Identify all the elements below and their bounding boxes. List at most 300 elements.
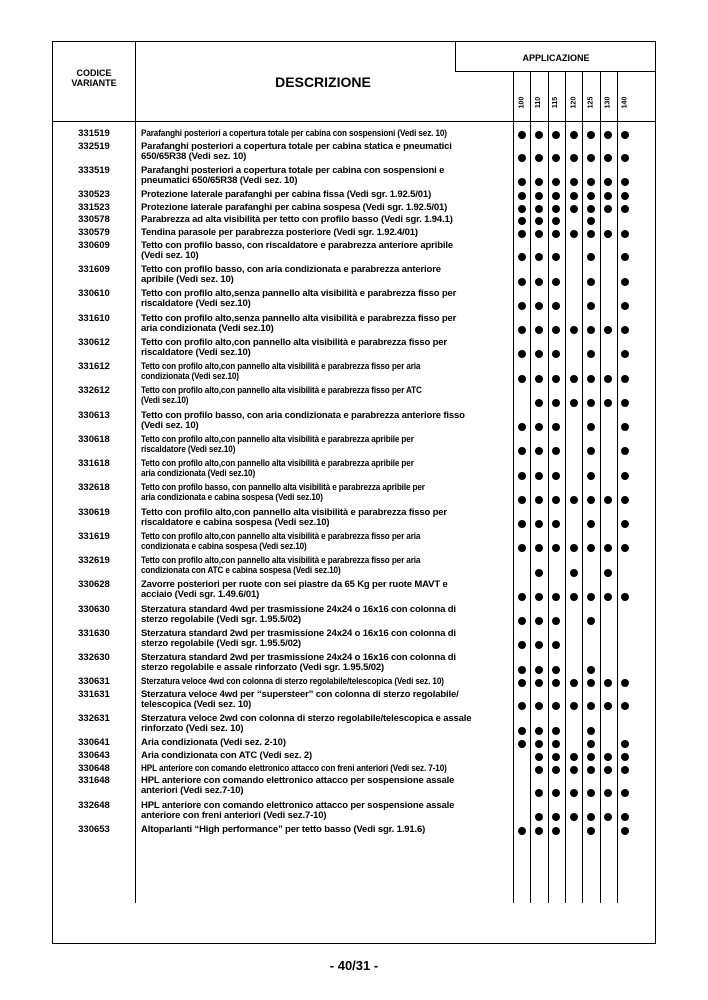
description-line: Parafanghi posteriori a copertura totale per cabina statica e pneumatici (141, 140, 452, 152)
application-dot-100 (518, 302, 526, 310)
application-dot-110 (535, 131, 543, 139)
table-row (53, 580, 657, 602)
application-dot-120 (570, 154, 578, 162)
variant-code: 330619 (78, 506, 110, 518)
application-dot-100 (518, 326, 526, 334)
page-number: - 40/31 - (329, 958, 379, 973)
application-dot-100 (518, 375, 526, 383)
application-dot-115 (552, 472, 560, 480)
table-row (53, 629, 657, 651)
application-dot-140 (621, 593, 629, 601)
header-codice-variante: CODICE VARIANTE (71, 68, 117, 88)
variant-description (141, 825, 513, 835)
application-dot-115 (552, 131, 560, 139)
variant-description (141, 386, 461, 406)
variant-description (141, 215, 513, 225)
table-row (53, 532, 657, 554)
variant-description (141, 738, 513, 748)
application-dot-100 (518, 520, 526, 528)
description-line: riscaldatore (Vedi sez.10) (141, 443, 236, 455)
description-line: Parabrezza ad alta visibilità per tetto con profilo basso (Vedi sgr. 1.94.1) (141, 214, 453, 226)
application-dot-125 (587, 496, 595, 504)
description-line: Protezione laterale parafanghi per cabina sospesa (Vedi sgr. 1.92.5/01) (141, 201, 448, 213)
description-line: aria condizionata e cabina sospesa (Vedi sez.10) (141, 492, 323, 504)
application-dot-125 (587, 375, 595, 383)
description-line: Sterzatura standard 2wd per trasmissione 24x24 o 16x16 con colonna di (141, 627, 456, 639)
variant-description (141, 435, 461, 455)
application-dot-115 (552, 192, 560, 200)
table-row (53, 314, 657, 336)
description-line: Parafanghi posteriori a copertura totale per cabina con sospensioni (Vedi sez. 10) (141, 128, 447, 139)
application-dot-125 (587, 154, 595, 162)
variant-code: 332631 (78, 713, 110, 725)
application-dot-115 (552, 641, 560, 649)
description-line: Aria condizionata con ATC (Vedi sez. 2) (141, 750, 312, 762)
variant-description (141, 714, 513, 734)
variant-code: 330613 (78, 409, 110, 421)
model-header-140 (617, 84, 633, 120)
application-dot-100 (518, 544, 526, 552)
application-dot-120 (570, 326, 578, 334)
description-line: pneumatici 650/65R38 (Vedi sez. 10) (141, 174, 298, 186)
application-dot-115 (552, 302, 560, 310)
table-row (53, 459, 657, 481)
application-dot-110 (535, 593, 543, 601)
description-line: Aria condizionata (Vedi sez. 2-10) (141, 737, 286, 749)
table-row (53, 386, 657, 408)
application-dot-130 (604, 753, 612, 761)
application-dot-125 (587, 766, 595, 774)
application-dot-140 (621, 813, 629, 821)
table-row (53, 241, 657, 263)
application-dot-130 (604, 702, 612, 710)
variant-description (141, 508, 513, 528)
application-dot-115 (552, 447, 560, 455)
variant-code: 331631 (78, 688, 110, 700)
application-dot-100 (518, 350, 526, 358)
application-dot-115 (552, 827, 560, 835)
model-label: 130 (604, 96, 612, 108)
variant-code: 330579 (78, 227, 110, 239)
description-line: Tetto con profilo alto,con pannello alta visibilità e parabrezza apribile per (141, 433, 414, 445)
application-dot-125 (587, 217, 595, 225)
variant-code: 330618 (78, 433, 110, 445)
variant-code: 330610 (78, 288, 110, 300)
application-dot-110 (535, 496, 543, 504)
application-dot-100 (518, 702, 526, 710)
application-dot-120 (570, 544, 578, 552)
model-header-115 (548, 84, 564, 120)
application-dot-100 (518, 253, 526, 261)
variant-description (141, 411, 513, 431)
application-dot-100 (518, 447, 526, 455)
variant-description (141, 190, 513, 200)
application-dot-115 (552, 727, 560, 735)
variant-description (141, 166, 513, 186)
variant-description (141, 129, 461, 139)
application-dot-140 (621, 827, 629, 835)
application-dot-115 (552, 253, 560, 261)
application-dot-125 (587, 544, 595, 552)
application-dot-110 (535, 217, 543, 225)
application-dot-115 (552, 205, 560, 213)
variant-code: 330523 (78, 189, 110, 201)
application-dot-110 (535, 569, 543, 577)
model-header-100 (514, 84, 530, 120)
application-dot-110 (535, 641, 543, 649)
application-dot-130 (604, 766, 612, 774)
application-dot-115 (552, 766, 560, 774)
application-dot-140 (621, 350, 629, 358)
variant-code: 331612 (78, 361, 110, 372)
application-dot-130 (604, 375, 612, 383)
description-line: rinforzato (Vedi sez. 10) (141, 723, 244, 735)
application-dot-130 (604, 131, 612, 139)
table-row (53, 142, 657, 164)
application-dot-140 (621, 230, 629, 238)
application-dot-130 (604, 569, 612, 577)
application-dot-130 (604, 593, 612, 601)
model-label: 110 (535, 96, 543, 108)
application-dot-115 (552, 375, 560, 383)
application-dot-140 (621, 375, 629, 383)
application-dot-120 (570, 813, 578, 821)
variant-description (141, 751, 513, 761)
description-line: condizionata (Vedi sez.10) (141, 371, 239, 382)
variant-description (141, 556, 461, 576)
application-dot-130 (604, 326, 612, 334)
application-dot-110 (535, 702, 543, 710)
application-dot-120 (570, 496, 578, 504)
variant-description (141, 142, 513, 162)
application-dot-110 (535, 789, 543, 797)
application-dot-110 (535, 154, 543, 162)
application-dot-110 (535, 544, 543, 552)
application-dot-125 (587, 727, 595, 735)
application-dot-115 (552, 217, 560, 225)
description-line: Altoparlanti “High performance” per tetto basso (Vedi sgr. 1.91.6) (141, 823, 426, 835)
header-descrizione: DESCRIZIONE (275, 74, 371, 90)
application-dot-110 (535, 178, 543, 186)
application-dot-115 (552, 230, 560, 238)
application-dot-120 (570, 205, 578, 213)
table-row (53, 825, 657, 836)
table-row (53, 411, 657, 433)
variant-code: 330630 (78, 603, 110, 615)
application-dot-125 (587, 679, 595, 687)
application-dot-115 (552, 350, 560, 358)
application-dot-110 (535, 827, 543, 835)
application-dot-120 (570, 131, 578, 139)
description-line: Tetto con profilo alto,senza pannello alta visibilità e parabrezza fisso per (141, 288, 457, 300)
divider-applicazione (455, 71, 655, 72)
application-dot-125 (587, 399, 595, 407)
variant-code: 330609 (78, 239, 110, 251)
variant-code: 333519 (78, 164, 110, 176)
description-line: riscaldatore (Vedi sez.10) (141, 346, 251, 358)
application-dot-100 (518, 472, 526, 480)
application-dot-125 (587, 230, 595, 238)
description-line: Sterzatura veloce 2wd con colonna di sterzo regolabile/telescopica e assale (141, 713, 472, 725)
description-line: sterzo regolabile (Vedi sgr. 1.95.5/02) (141, 637, 301, 649)
description-line: Sterzatura veloce 4wd per “supersteer” con colonna di sterzo regolabile/ (141, 688, 459, 700)
application-dot-110 (535, 375, 543, 383)
application-dot-110 (535, 423, 543, 431)
variant-code: 331609 (78, 264, 110, 275)
application-dot-100 (518, 666, 526, 674)
application-dot-140 (621, 302, 629, 310)
application-dot-110 (535, 399, 543, 407)
table-row (53, 776, 657, 798)
table-row (53, 166, 657, 188)
description-line: (Vedi sez.10) (141, 395, 189, 407)
table-row (53, 129, 657, 140)
application-dot-140 (621, 423, 629, 431)
table-row (53, 677, 657, 688)
description-line: sterzo regolabile (Vedi sgr. 1.95.5/02) (141, 613, 301, 625)
application-dot-125 (587, 520, 595, 528)
application-dot-130 (604, 205, 612, 213)
application-dot-140 (621, 253, 629, 261)
application-dot-125 (587, 302, 595, 310)
application-dot-140 (621, 544, 629, 552)
description-line: condizionata e cabina sospesa (Vedi sez.10) (141, 540, 307, 552)
variant-description (141, 228, 513, 238)
application-dot-110 (535, 520, 543, 528)
variant-code: 331523 (78, 201, 110, 213)
table-row (53, 738, 657, 749)
application-dot-120 (570, 192, 578, 200)
variant-code: 331619 (78, 530, 110, 542)
table-row (53, 605, 657, 627)
description-line: riscaldatore (Vedi sez.10) (141, 298, 251, 310)
description-line: anteriori (Vedi sez.7-10) (141, 785, 244, 797)
application-dot-100 (518, 423, 526, 431)
application-dot-110 (535, 666, 543, 674)
variant-description (141, 629, 513, 649)
description-line: condizionata con ATC e cabina sospesa (Vedi sez.10) (141, 565, 341, 576)
table-row (53, 338, 657, 360)
application-dot-110 (535, 766, 543, 774)
application-dot-125 (587, 593, 595, 601)
variant-code: 331610 (78, 312, 110, 324)
application-dot-100 (518, 740, 526, 748)
variant-code: 332519 (78, 140, 110, 152)
application-dot-130 (604, 813, 612, 821)
variant-description (141, 203, 513, 213)
table-row (53, 190, 657, 201)
application-dot-140 (621, 278, 629, 286)
application-dot-140 (621, 496, 629, 504)
table-row (53, 690, 657, 712)
application-dot-115 (552, 154, 560, 162)
description-line: HPL anteriore con comando elettronico attacco con freni anteriori (Vedi sez. 7-10) (141, 762, 447, 774)
variant-code: 332630 (78, 652, 110, 663)
application-dot-140 (621, 447, 629, 455)
description-line: Sterzatura standard 4wd per trasmissione 24x24 o 16x16 con colonna di (141, 603, 456, 615)
description-line: (Vedi sez. 10) (141, 419, 199, 431)
application-dot-130 (604, 496, 612, 504)
description-line: Tetto con profilo alto,con pannello alta visibilità e parabrezza fisso per aria (141, 555, 421, 566)
application-dot-125 (587, 617, 595, 625)
description-line: Tetto con profilo basso, con aria condizionata e parabrezza anteriore fisso (141, 409, 465, 421)
model-header-130 (600, 84, 616, 120)
application-dot-115 (552, 753, 560, 761)
application-dot-100 (518, 727, 526, 735)
model-label: 125 (587, 96, 595, 108)
table-row (53, 483, 657, 505)
description-line: Tetto con profilo alto,con pannello alta visibilità e parabrezza apribile per (141, 458, 414, 469)
table-row (53, 556, 657, 578)
table-row (53, 714, 657, 736)
model-header-120 (565, 84, 581, 120)
application-dot-115 (552, 702, 560, 710)
application-dot-130 (604, 230, 612, 238)
application-dot-125 (587, 131, 595, 139)
description-line: Tetto con profilo alto,con pannello alta visibilità e parabrezza fisso per aria (141, 530, 421, 542)
variant-description (141, 764, 461, 774)
variant-description (141, 605, 513, 625)
application-dot-115 (552, 326, 560, 334)
application-dot-130 (604, 679, 612, 687)
description-line: Tetto con profilo alto,con pannello alta visibilità e parabrezza fisso per (141, 336, 447, 348)
application-dot-125 (587, 666, 595, 674)
description-line: Tetto con profilo alto,con pannello alta visibilità e parabrezza fisso per (141, 506, 447, 518)
application-dot-110 (535, 727, 543, 735)
application-dot-115 (552, 520, 560, 528)
model-label: 120 (569, 96, 577, 108)
application-dot-140 (621, 740, 629, 748)
variant-code: 332619 (78, 555, 110, 566)
application-dot-125 (587, 702, 595, 710)
application-dot-115 (552, 813, 560, 821)
application-dot-140 (621, 205, 629, 213)
application-dot-100 (518, 617, 526, 625)
description-line: Tetto con profilo basso, con aria condizionata e parabrezza anteriore (141, 264, 441, 275)
application-dot-140 (621, 326, 629, 334)
application-dot-140 (621, 154, 629, 162)
application-dot-110 (535, 205, 543, 213)
application-dot-115 (552, 544, 560, 552)
application-dot-100 (518, 131, 526, 139)
application-dot-130 (604, 789, 612, 797)
variant-code: 331618 (78, 458, 110, 469)
application-dot-100 (518, 278, 526, 286)
application-dot-120 (570, 753, 578, 761)
model-header-125 (583, 84, 599, 120)
variant-description (141, 653, 513, 673)
application-dot-100 (518, 593, 526, 601)
application-dot-125 (587, 827, 595, 835)
description-line: 650/65R38 (Vedi sez. 10) (141, 150, 247, 162)
variant-code: 330641 (78, 737, 110, 749)
description-line: HPL anteriore con comando elettronico attacco per sospensione assale (141, 799, 455, 811)
application-dot-140 (621, 766, 629, 774)
application-dot-125 (587, 278, 595, 286)
application-dot-120 (570, 679, 578, 687)
application-dot-110 (535, 350, 543, 358)
application-dot-120 (570, 230, 578, 238)
model-label: 100 (518, 96, 525, 108)
application-dot-120 (570, 178, 578, 186)
application-dot-140 (621, 399, 629, 407)
application-dot-125 (587, 813, 595, 821)
variant-description (141, 677, 461, 687)
description-line: Sterzatura veloce 4wd con colonna di sterzo regolabile/telescopica (Vedi sez. 10) (141, 676, 444, 688)
application-dot-100 (518, 641, 526, 649)
application-dot-125 (587, 178, 595, 186)
description-line: apribile (Vedi sez. 10) (141, 274, 234, 285)
application-dot-125 (587, 423, 595, 431)
table-row (53, 228, 657, 239)
model-label: 115 (552, 96, 560, 108)
description-line: telescopica (Vedi sez. 10) (141, 698, 252, 710)
application-dot-100 (518, 205, 526, 213)
variant-code: 332612 (78, 385, 110, 397)
description-line: Sterzatura standard 2wd per trasmissione 24x24 o 16x16 con colonna di (141, 652, 456, 663)
variant-code: 332618 (78, 482, 110, 494)
application-dot-115 (552, 593, 560, 601)
application-dot-110 (535, 326, 543, 334)
application-dot-140 (621, 131, 629, 139)
table-row (53, 435, 657, 457)
application-dot-120 (570, 702, 578, 710)
variant-code: 331648 (78, 775, 110, 787)
variant-description (141, 289, 513, 309)
description-line: (Vedi sez. 10) (141, 249, 199, 261)
application-dot-110 (535, 813, 543, 821)
table-row (53, 801, 657, 823)
variant-description (141, 532, 461, 552)
model-label: 140 (621, 96, 629, 108)
variant-description (141, 265, 513, 285)
description-line: HPL anteriore con comando elettronico attacco per sospensione assale (141, 775, 455, 787)
description-line: Tetto con profilo alto,senza pannello alta visibilità e parabrezza fisso per (141, 312, 457, 324)
application-dot-110 (535, 447, 543, 455)
application-dot-100 (518, 192, 526, 200)
application-dot-125 (587, 789, 595, 797)
description-line: acciaio (Vedi sgr. 1.49.6/01) (141, 589, 260, 601)
description-line: aria condizionata (Vedi sez.10) (141, 322, 274, 334)
description-line: riscaldatore e cabina sospesa (Vedi sez.10) (141, 516, 330, 528)
description-line: Protezione laterale parafanghi per cabina fissa (Vedi sgr. 1.92.5/01) (141, 189, 432, 201)
variant-code: 330628 (78, 579, 110, 591)
description-line: Tetto con profilo basso, con riscaldatore e parabrezza anteriore apribile (141, 239, 453, 251)
variant-description (141, 338, 513, 358)
variant-description (141, 314, 513, 334)
application-dot-115 (552, 399, 560, 407)
application-dot-110 (535, 617, 543, 625)
description-line: Parafanghi posteriori a copertura totale per cabina con sospensioni e (141, 164, 445, 176)
application-dot-110 (535, 230, 543, 238)
variant-description (141, 580, 513, 600)
application-dot-115 (552, 666, 560, 674)
variant-description (141, 241, 513, 261)
description-line: Zavorre posteriori per ruote con sei piastre da 65 Kg per ruote MAVT e (141, 579, 448, 591)
application-dot-115 (552, 496, 560, 504)
application-dot-130 (604, 178, 612, 186)
variant-code: 330653 (78, 823, 110, 835)
application-dot-110 (535, 472, 543, 480)
variant-code: 330643 (78, 750, 110, 762)
divider-applicazione-left (455, 42, 456, 71)
application-dot-110 (535, 278, 543, 286)
application-dot-110 (535, 679, 543, 687)
description-line: sterzo regolabile e assale rinforzato (Vedi sgr. 1.95.5/02) (141, 662, 385, 673)
application-dot-140 (621, 679, 629, 687)
variant-description (141, 459, 461, 479)
variant-code: 330631 (78, 676, 110, 688)
